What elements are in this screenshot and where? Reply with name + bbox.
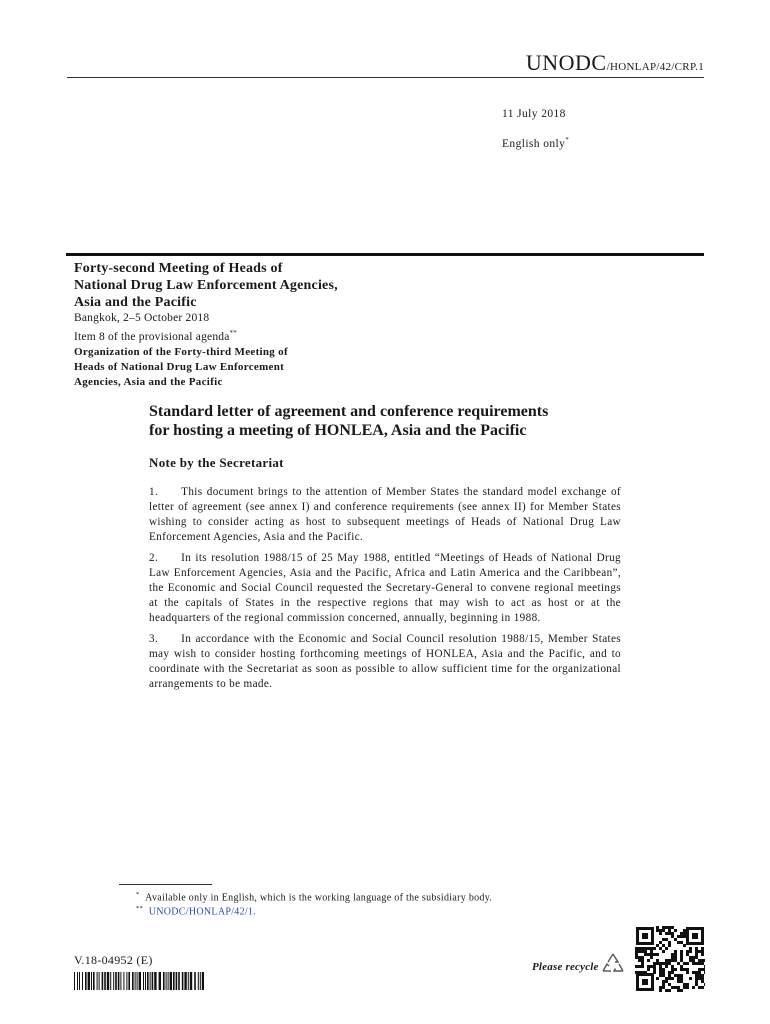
recycle-label: Please recycle bbox=[532, 961, 599, 973]
agenda-item-title-line: Agencies, Asia and the Pacific bbox=[74, 375, 223, 388]
document-body bbox=[149, 485, 621, 698]
agenda-footnote-mark: ** bbox=[229, 329, 237, 337]
footnote-2-link[interactable]: UNODC/HONLAP/42/1. bbox=[148, 906, 257, 918]
document-date: 11 July 2018 bbox=[502, 108, 566, 120]
footnote-rule bbox=[119, 884, 212, 885]
meeting-location: Bangkok, 2–5 October 2018 bbox=[74, 312, 210, 324]
barcode-icon bbox=[74, 972, 204, 990]
footnote-2 bbox=[136, 905, 256, 917]
agenda-item-text: Item 8 of the provisional agenda bbox=[74, 330, 230, 343]
agenda-item bbox=[74, 326, 404, 345]
footnote-1-text: Available only in English, which is the working language of the subsidiary body. bbox=[145, 892, 493, 904]
note-heading: Note by the Secretariat bbox=[149, 455, 284, 470]
meeting-title-line: Forty-second Meeting of Heads of bbox=[74, 261, 283, 276]
meeting-block bbox=[74, 260, 404, 390]
qr-code-icon bbox=[635, 926, 705, 992]
footnote-2-mark: ** bbox=[136, 905, 144, 912]
paragraph: 3. In accordance with the Economic and Social Council resolution 1988/15, Member States may wish to consider hosting forthcoming meetings of HONLEA, Asia and the Pacific, and to coordinate with the Secretariat as soon as possible to allow sufficient time for the organizational arrangements to be made. bbox=[149, 633, 621, 690]
language-text: English only bbox=[502, 137, 566, 150]
document-title bbox=[149, 402, 629, 440]
document-symbol-prefix: UNODC bbox=[525, 50, 607, 75]
document-title-line: for hosting a meeting of HONLEA, Asia and the Pacific bbox=[149, 422, 527, 439]
header-rule bbox=[67, 77, 704, 78]
footnote-1 bbox=[136, 891, 492, 903]
job-number: V.18-04952 (E) bbox=[74, 953, 153, 967]
paragraph: 1. This document brings to the attention of Member States the standard model exchange of letter of agreement (see annex I) and conference requirements (see annex II) for Member States wishing to consider acting as host to subsequent meetings of Heads of National Drug Law Enforcement Agencies, Asia and the Pacific. bbox=[149, 486, 621, 543]
agenda-item-title-line: Organization of the Forty-third Meeting of bbox=[74, 345, 288, 358]
document-title-line: Standard letter of agreement and conference requirements bbox=[149, 403, 549, 420]
meeting-title-line: Asia and the Pacific bbox=[74, 295, 197, 310]
footnote-1-mark: * bbox=[136, 891, 140, 898]
language-footnote-mark: * bbox=[565, 136, 570, 144]
paragraph: 2. In its resolution 1988/15 of 25 May 1988, entitled “Meetings of Heads of National Drug Law Enforcement Agencies, Asia and the Pacific, Africa and Latin America and the Caribbean”, the Economic and Social Council requested the Secretary-General to convene regional meetings at the capitals of States in the respective regions that may wish to act as host or at the headquarters of the regional commission concerned, annually, beginning in 1988. bbox=[149, 552, 621, 624]
recycle-icon bbox=[599, 951, 627, 977]
language-note bbox=[502, 136, 569, 150]
section-rule bbox=[66, 253, 704, 256]
meeting-title-line: National Drug Law Enforcement Agencies, bbox=[74, 278, 338, 293]
document-symbol-suffix: /HONLAP/42/CRP.1 bbox=[606, 61, 704, 73]
document-symbol bbox=[526, 50, 704, 76]
agenda-item-title-line: Heads of National Drug Law Enforcement bbox=[74, 360, 285, 373]
